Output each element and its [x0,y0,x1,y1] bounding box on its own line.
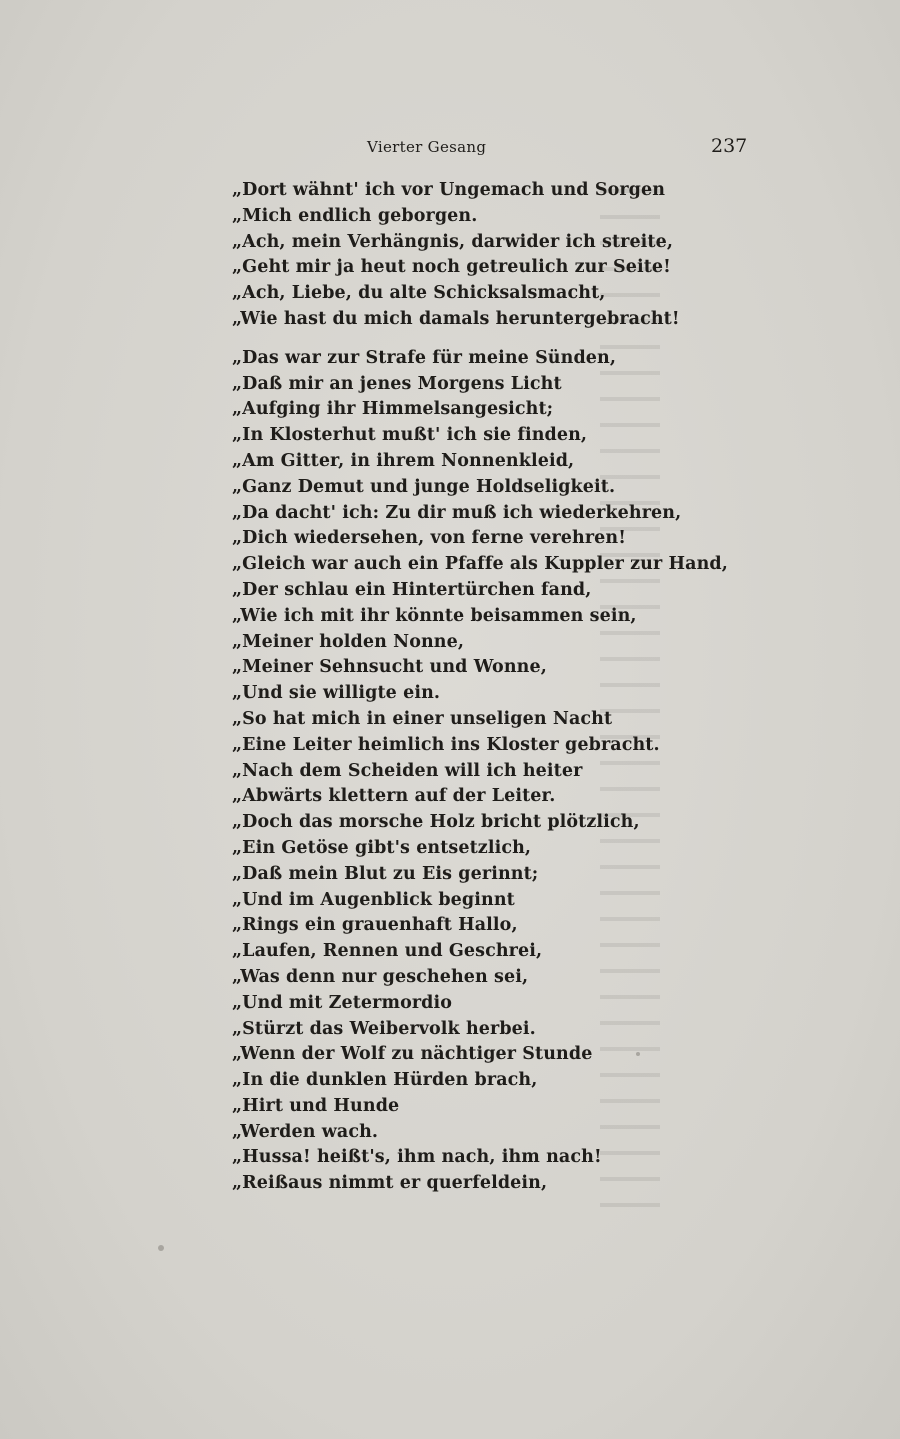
verse-line: „Hussa! heißt's, ihm nach, ihm nach! [232,1147,602,1168]
verse-line: „Das war zur Strafe für meine Sünden, [232,347,617,368]
verse-line: „Was denn nur geschehen sei, [232,966,529,987]
paper-speck [158,1245,164,1251]
verse-line: „Mich endlich geborgen. [232,205,478,226]
verse-line: „Abwärts klettern auf der Leiter. [232,786,556,807]
stanza [232,346,728,1197]
page-header [0,135,900,160]
verse-line: „Meiner Sehnsucht und Wonne, [232,657,547,678]
verse-line: „Reißaus nimmt er querfeldein, [232,1173,548,1194]
verse-line: „Da dacht' ich: Zu dir muß ich wiederkehren, [232,502,682,523]
verse-line: „Meiner holden Nonne, [232,631,465,652]
verse-line: „In Klosterhut mußt' ich sie finden, [232,425,588,446]
verse-line: „Ach, Liebe, du alte Schicksalsmacht, [232,283,606,304]
verse-line: „Und sie willigte ein. [232,683,441,704]
verse-line: „Dich wiedersehen, von ferne verehren! [232,528,626,549]
verse-line: „Daß mein Blut zu Eis gerinnt; [232,863,539,884]
verse-line: „Wenn der Wolf zu nächtiger Stunde [232,1044,593,1065]
page-number: 237 [711,135,748,157]
verse-line: „Aufging ihr Himmelsangesicht; [232,399,554,420]
verse-line: „Wie hast du mich damals heruntergebracht! [232,308,680,329]
verse-line: „Nach dem Scheiden will ich heiter [232,760,583,781]
stanza [232,178,680,333]
verse-line: „Doch das morsche Holz bricht plötzlich, [232,812,640,833]
verse-line: „Eine Leiter heimlich ins Kloster gebracht. [232,734,660,755]
verse-line: „Dort wähnt' ich vor Ungemach und Sorgen [232,180,666,200]
verse-line: „Hirt und Hunde [232,1095,400,1116]
verse-line: „Geht mir ja heut noch getreulich zur Seite! [232,257,671,278]
verse-line: „So hat mich in einer unseligen Nacht [232,708,613,729]
verse-line: „Wie ich mit ihr könnte beisammen sein, [232,605,637,626]
verse-line: „Werden wach. [232,1121,379,1142]
verse-line: „Laufen, Rennen und Geschrei, [232,941,543,962]
verse-line: „Ach, mein Verhängnis, darwider ich streite, [232,231,674,252]
verse-line: „Stürzt das Weibervolk herbei. [232,1018,536,1039]
verse-line: „Der schlau ein Hintertürchen fand, [232,579,592,600]
verse-line: „Und mit Zetermordio [232,992,453,1013]
verse-line: „In die dunklen Hürden brach, [232,1070,538,1091]
verse-line: „Daß mir an jenes Morgens Licht [232,373,562,394]
running-title: Vierter Gesang [367,138,487,156]
poem-text [232,178,728,1197]
verse-line: „Gleich war auch ein Pfaffe als Kuppler zur Hand, [232,554,728,575]
verse-line: „Rings ein grauenhaft Hallo, [232,915,518,936]
verse-line: „Ein Getöse gibt's entsetzlich, [232,837,532,858]
verse-line: „Und im Augenblick beginnt [232,889,515,910]
verse-line: „Am Gitter, in ihrem Nonnenkleid, [232,450,575,471]
verse-line: „Ganz Demut und junge Holdseligkeit. [232,476,616,497]
